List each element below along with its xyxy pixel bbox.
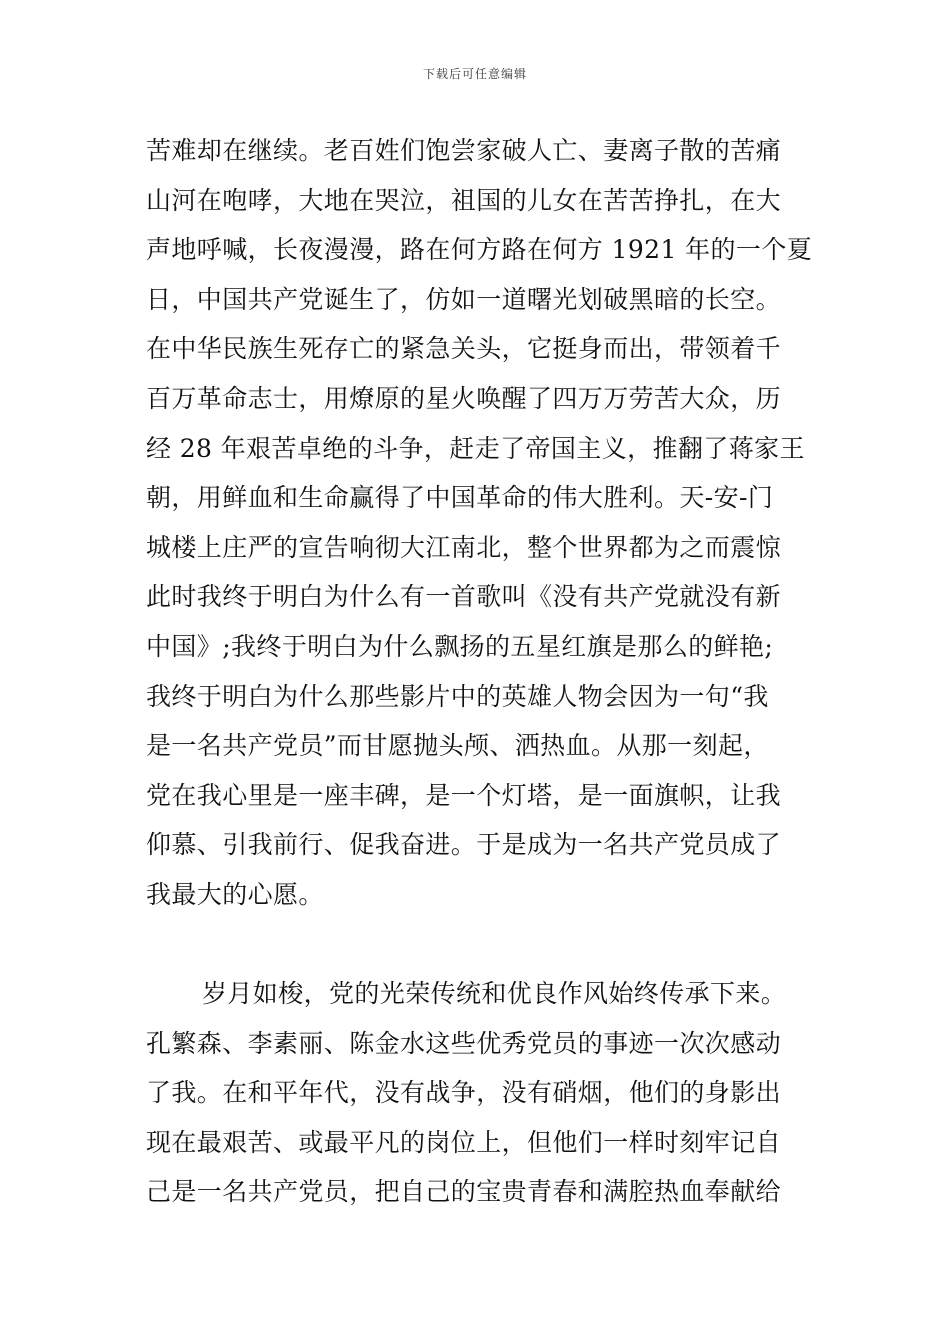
text-line: 苦难却在继续。老百姓们饱尝家破人亡、妻离子散的苦痛 [146,136,782,165]
text-line: 了我。在和平年代，没有战争，没有硝烟，他们的身影出 [146,1078,782,1108]
text-line: 在中华民族生死存亡的紧急关头，它挺身而出，带领着千 [146,334,782,364]
text-line: 我最大的心愿。 [146,879,324,909]
page-header: 下载后可任意编辑 [422,67,527,81]
text-line: 我终于明白为什么那些影片中的英雄人物会因为一句“我 [146,681,769,711]
text-line: 声地呼喊，长夜漫漫，路在何方路在何方 1921 年的一个夏 [146,235,813,265]
text-line: 孔繁森、李素丽、陈金水这些优秀党员的事迹一次次感动 [146,1028,782,1058]
text-line: 己是一名共产党员，把自己的宝贵青春和满腔热血奉献给 [146,1177,782,1207]
text-line: 百万革命志士，用燎原的星火唤醒了四万万劳苦大众，历 [146,383,782,413]
text-line: 中国》;我终于明白为什么飘扬的五星红旗是那么的鲜艳; [146,631,774,661]
text-line: 此时我终于明白为什么有一首歌叫《没有共产党就没有新 [146,582,782,612]
paragraph-1 [146,126,826,920]
document-body [146,126,826,1217]
text-line: 日，中国共产党诞生了，仿如一道曙光划破黑暗的长空。 [146,284,782,314]
text-line-indented: 岁月如梭，党的光荣传统和优良作风始终传承下来。 [202,979,787,1009]
text-line: 仰慕、引我前行、促我奋进。于是成为一名共产党员成了 [146,830,782,860]
text-line: 朝，用鲜血和生命赢得了中国革命的伟大胜利。天-安-门 [146,483,774,513]
text-line: 山河在咆哮，大地在哭泣，祖国的儿女在苦苦挣扎，在大 [146,185,782,215]
text-line: 是一名共产党员”而甘愿抛头颅、洒热血。从那一刻起， [146,731,769,761]
text-line: 现在最艰苦、或最平凡的岗位上，但他们一样时刻牢记自 [146,1127,782,1157]
text-line: 城楼上庄严的宣告响彻大江南北，整个世界都为之而震惊 [146,532,782,562]
paragraph-2 [146,969,826,1217]
paragraph-spacer [146,920,826,970]
text-line: 经 28 年艰苦卓绝的斗争，赶走了帝国主义，推翻了蒋家王 [146,433,805,463]
text-line: 党在我心里是一座丰碑，是一个灯塔，是一面旗帜，让我 [146,780,782,810]
